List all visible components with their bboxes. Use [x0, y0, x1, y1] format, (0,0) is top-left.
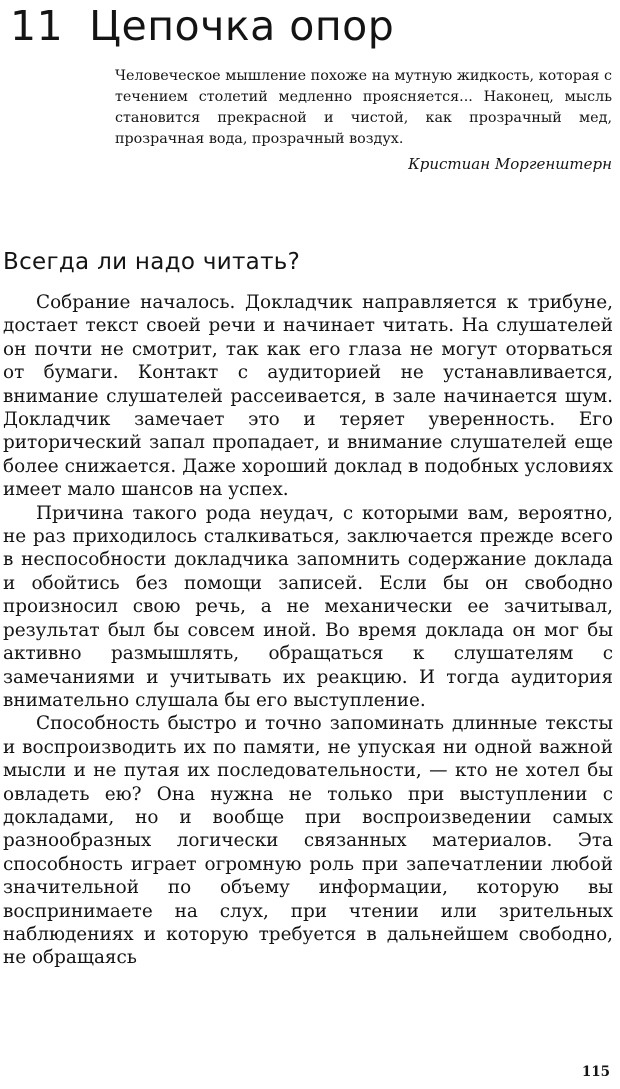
epigraph-author: Кристиан Моргенштерн [408, 155, 612, 173]
chapter-title: Цепочка опор [89, 2, 395, 50]
paragraph: Причина такого рода неудач, с которыми вам, вероятно, не раз приходилось сталкиваться, заключается прежде всего в неспособности докладчика запомнить содержание доклада и обойтись без помощи записей. Если бы он свободно произносил свою речь, а не механически ее зачитывал, результат был бы совсем иной. Во время доклада он мог бы активно размышлять, обращаться к слушателям с замечаниями и учитывать их реакцию. И тогда аудитория внимательно слушала бы его выступление. [3, 502, 613, 711]
body-text [3, 291, 613, 970]
chapter-heading [10, 0, 610, 52]
section-title: Всегда ли надо читать? [3, 249, 301, 275]
epigraph-text: Человеческое мышление похоже на мутную жидкость, которая с течением столетий медленно проясняется... Наконец, мысль становится прекрасной и чистой, как прозрачный мед, прозрачная вода, прозрачный воздух. [115, 68, 612, 147]
chapter-number: 11 [10, 2, 64, 50]
epigraph [115, 66, 612, 175]
paragraph: Собрание началось. Докладчик направляется к трибуне, достает текст своей речи и начинает читать. На слушателей он почти не смотрит, так как его глаза не могут оторваться от бумаги. Контакт с аудиторией не устанавливается, внимание слушателей рассеивается, в зале начинается шум. Докладчик замечает это и теряет уверенность. Его риторический запал пропадает, и внимание слушателей еще более снижается. Даже хороший доклад в подобных условиях имеет мало шансов на успех. [3, 292, 613, 501]
paragraph: Способность быстро и точно запоминать длинные тексты и воспроизводить их по памяти, не упуская ни одной важной мысли и не путая их последовательности, — кто не хотел бы овладеть ею? Она нужна не только при выступлении с докладами, но и вообще при воспроизведении самых разнообразных логически связанных материалов. Эта способность играет огромную роль при запечатлении любой значительной по объему информации, которую вы воспринимаете на слух, при чтении или зрительных наблюдениях и которую требуется в дальнейшем свободно, не обращаясь [3, 713, 613, 969]
page-number: 115 [581, 1064, 610, 1080]
